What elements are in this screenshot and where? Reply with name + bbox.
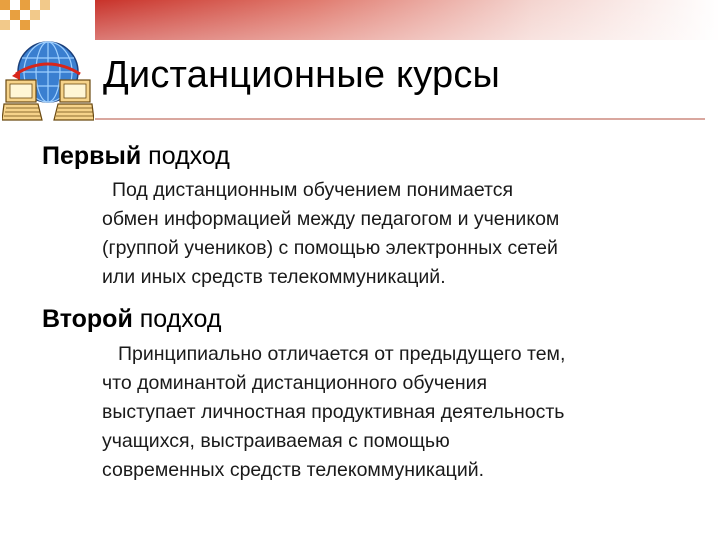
approach2-line: учащихся, выстраиваемая с помощью xyxy=(102,430,450,452)
approach1-line: Под дистанционным обучением понимается xyxy=(112,179,514,201)
approach1-line: или иных средств телекоммуникаций. xyxy=(102,266,446,288)
approach2-heading xyxy=(42,305,221,334)
approach2-line: Принципиально отличается от предыдущего тем, xyxy=(118,343,566,365)
approach2-line: что доминантой дистанционного обучения xyxy=(102,372,488,394)
approach1-text xyxy=(102,176,712,292)
top-band-fade xyxy=(95,0,720,40)
approach1-heading-bold: Первый xyxy=(42,142,142,170)
globe-with-computers-icon xyxy=(2,34,94,126)
approach2-line: современных средств телекоммуникаций. xyxy=(102,459,485,481)
approach1-heading xyxy=(42,142,230,171)
checker-decoration xyxy=(0,0,60,30)
title-underline xyxy=(95,118,705,120)
approach1-line: обмен информацией между педагогом и учеником xyxy=(102,208,560,230)
approach1-heading-rest: подход xyxy=(141,142,230,170)
slide-title: Дистанционные курсы xyxy=(103,54,501,96)
approach2-text xyxy=(102,340,712,485)
approach2-line: выступает личностная продуктивная деятельность xyxy=(102,401,565,423)
approach1-line: (группой учеников) с помощью электронных сетей xyxy=(102,237,558,259)
approach2-heading-bold: Второй xyxy=(42,305,133,333)
approach2-heading-rest: подход xyxy=(132,305,222,333)
